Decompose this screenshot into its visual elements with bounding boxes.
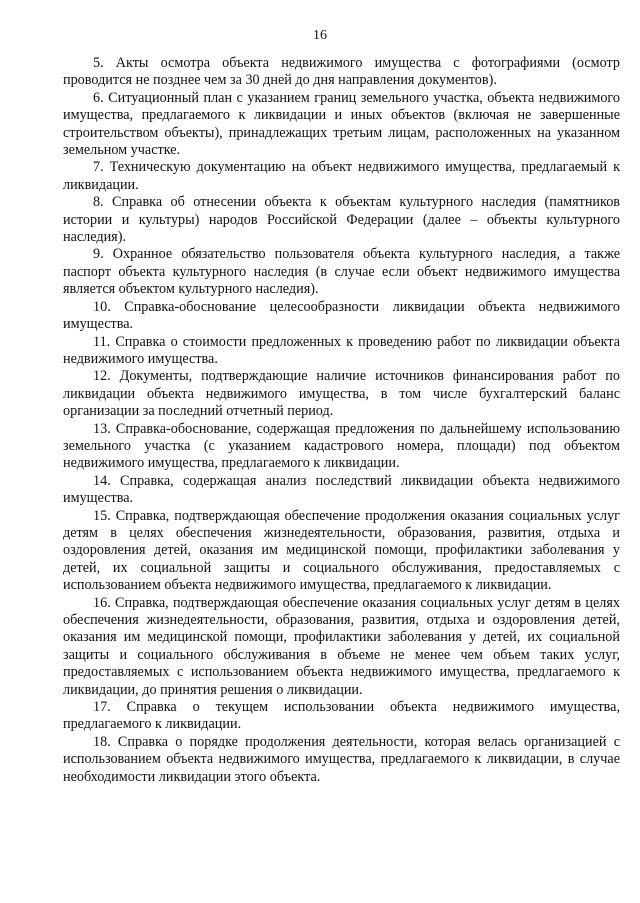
list-item: 11. Справка о стоимости предложенных к проведению работ по ликвидации объекта недвижимого имущества. bbox=[63, 333, 620, 367]
list-item: 18. Справка о порядке продолжения деятельности, которая велась организацией с использованием объекта недвижимого имущества, предлагаемого к ликвидации, в случае необходимости ликвидации этого объекта. bbox=[63, 733, 620, 785]
list-item: 6. Ситуационный план с указанием границ земельного участка, объекта недвижимого имущества, предлагаемого к ликвидации и иных объектов (включая не завершенные строительством объекты), принадлежащих третьим лицам, расположенных на указанном земельном участке. bbox=[63, 89, 620, 159]
list-item: 7. Техническую документацию на объект недвижимого имущества, предлагаемый к ликвидации. bbox=[63, 159, 620, 193]
list-item: 10. Справка-обоснование целесообразности ликвидации объекта недвижимого имущества. bbox=[63, 298, 620, 333]
list-item: 8. Справка об отнесении объекта к объектам культурного наследия (памятников истории и культуры) народов Российской Федерации (далее – объекты культурного наследия). bbox=[63, 194, 620, 246]
page-number: 16 bbox=[313, 28, 327, 43]
document-body bbox=[63, 55, 620, 786]
list-item: 16. Справка, подтверждающая обеспечение оказания социальных услуг детям в целях обеспечения жизнедеятельности, образования, развития, отдыха и оздоровления детей, оказания им медицинской помощи, профилактики заболевания у детей, их социальной защиты и социального обслуживания в объеме не менее чем объем таких услуг, предоставляемых с использованием объекта недвижимого имущества, предлагаемого к ликвидации, до принятия решения о ликвидации. bbox=[63, 594, 620, 698]
list-item: 9. Охранное обязательство пользователя объекта культурного наследия, а также паспорт объекта культурного наследия (в случае если объект недвижимого имущества является объектом культурного наследия). bbox=[63, 246, 620, 298]
list-item: 14. Справка, содержащая анализ последствий ликвидации объекта недвижимого имущества. bbox=[63, 472, 620, 507]
list-item: 5. Акты осмотра объекта недвижимого имущества с фотографиями (осмотр проводится не позднее чем за 30 дней до дня направления документов). bbox=[63, 55, 620, 89]
list-item: 17. Справка о текущем использовании объекта недвижимого имущества, предлагаемого к ликвидации. bbox=[63, 699, 620, 733]
list-item: 13. Справка-обоснование, содержащая предложения по дальнейшему использованию земельного участка (с указанием кадастрового номера, площади) под объектом недвижимого имущества, предлагаемого к ликвидации. bbox=[63, 420, 620, 472]
list-item: 15. Справка, подтверждающая обеспечение продолжения оказания социальных услуг детям в целях обеспечения жизнедеятельности, образования, развития, отдыха и оздоровления детей, оказания им медицинской помощи, профилактики заболевания у детей, их социальной защиты и социального обслуживания, предоставляемых с использованием объекта недвижимого имущества, предлагаемого к ликвидации. bbox=[63, 507, 620, 594]
list-item: 12. Документы, подтверждающие наличие источников финансирования работ по ликвидации объекта недвижимого имущества, в том числе бухгалтерский баланс организации за последний отчетный период. bbox=[63, 368, 620, 420]
